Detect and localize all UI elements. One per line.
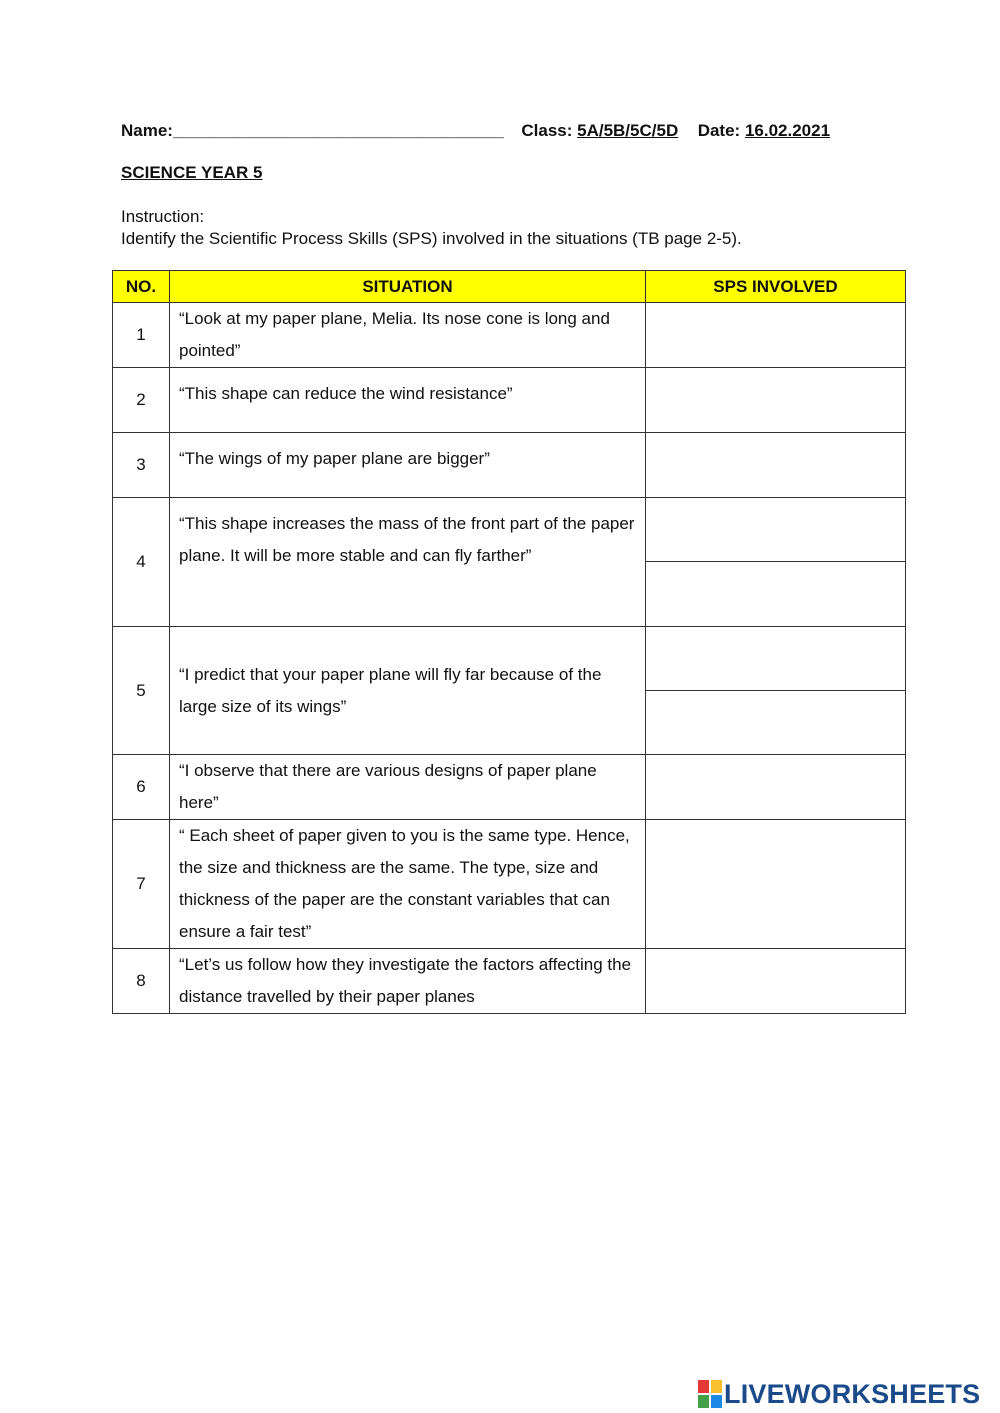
sps-answer-cell[interactable]: [646, 498, 906, 562]
sps-answer-cell[interactable]: [646, 303, 906, 368]
sps-answer-cell[interactable]: [646, 755, 906, 820]
header-line: [121, 121, 881, 141]
table-row: [113, 498, 906, 562]
instruction-label: Instruction:: [121, 207, 205, 226]
date-label: Date:: [697, 121, 741, 140]
brand-name: LIVEWORKSHEETS: [724, 1378, 981, 1409]
liveworksheets-brand[interactable]: [698, 1378, 980, 1410]
row-number: 7: [113, 820, 170, 949]
instruction-block: [121, 206, 742, 250]
page-title: SCIENCE YEAR 5: [121, 163, 263, 182]
row-situation: “Let’s us follow how they investigate the factors affecting the distance travelled by their paper planes: [170, 949, 646, 1014]
sps-answer-cell[interactable]: [646, 691, 906, 755]
sps-answer-cell[interactable]: [646, 820, 906, 949]
header-situation: SITUATION: [170, 271, 646, 303]
row-number: 1: [113, 303, 170, 368]
sps-answer-cell[interactable]: [646, 562, 906, 627]
class-value: 5A/5B/5C/5D: [577, 121, 679, 140]
table-row: [113, 433, 906, 498]
table-row: [113, 627, 906, 691]
sps-answer-cell[interactable]: [646, 368, 906, 433]
row-number: 5: [113, 627, 170, 755]
row-situation: “ Each sheet of paper given to you is the same type. Hence, the size and thickness are the same. The type, size and thickness of the paper are the constant variables that can ensure a fair test”: [170, 820, 646, 949]
table-header-row: [113, 271, 906, 303]
name-label: Name:: [121, 121, 173, 140]
row-situation: “This shape can reduce the wind resistance”: [170, 368, 646, 433]
row-situation: “I observe that there are various designs of paper plane here”: [170, 755, 646, 820]
row-number: 8: [113, 949, 170, 1014]
instruction-text: Identify the Scientific Process Skills (SPS) involved in the situations (TB page 2-5).: [121, 229, 742, 248]
table-row: [113, 949, 906, 1014]
row-number: 6: [113, 755, 170, 820]
class-label: Class:: [521, 121, 573, 140]
table-row: [113, 755, 906, 820]
date-value: 16.02.2021: [744, 121, 831, 140]
table-row: [113, 368, 906, 433]
sps-answer-cell[interactable]: [646, 627, 906, 691]
table-row: [113, 303, 906, 368]
sps-answer-cell[interactable]: [646, 949, 906, 1014]
name-blank[interactable]: ___________________________________: [172, 121, 504, 140]
header-sps: SPS INVOLVED: [646, 271, 906, 303]
row-number: 2: [113, 368, 170, 433]
liveworksheets-logo-icon: [698, 1380, 722, 1408]
row-number: 3: [113, 433, 170, 498]
row-number: 4: [113, 498, 170, 627]
sps-table: [112, 270, 906, 1014]
table-row: [113, 820, 906, 949]
header-no: NO.: [113, 271, 170, 303]
row-situation: “I predict that your paper plane will fly far because of the large size of its wings”: [170, 627, 646, 755]
row-situation: “Look at my paper plane, Melia. Its nose cone is long and pointed”: [170, 303, 646, 368]
row-situation: “The wings of my paper plane are bigger”: [170, 433, 646, 498]
sps-answer-cell[interactable]: [646, 433, 906, 498]
row-situation: “This shape increases the mass of the front part of the paper plane. It will be more stable and can fly farther”: [170, 498, 646, 627]
